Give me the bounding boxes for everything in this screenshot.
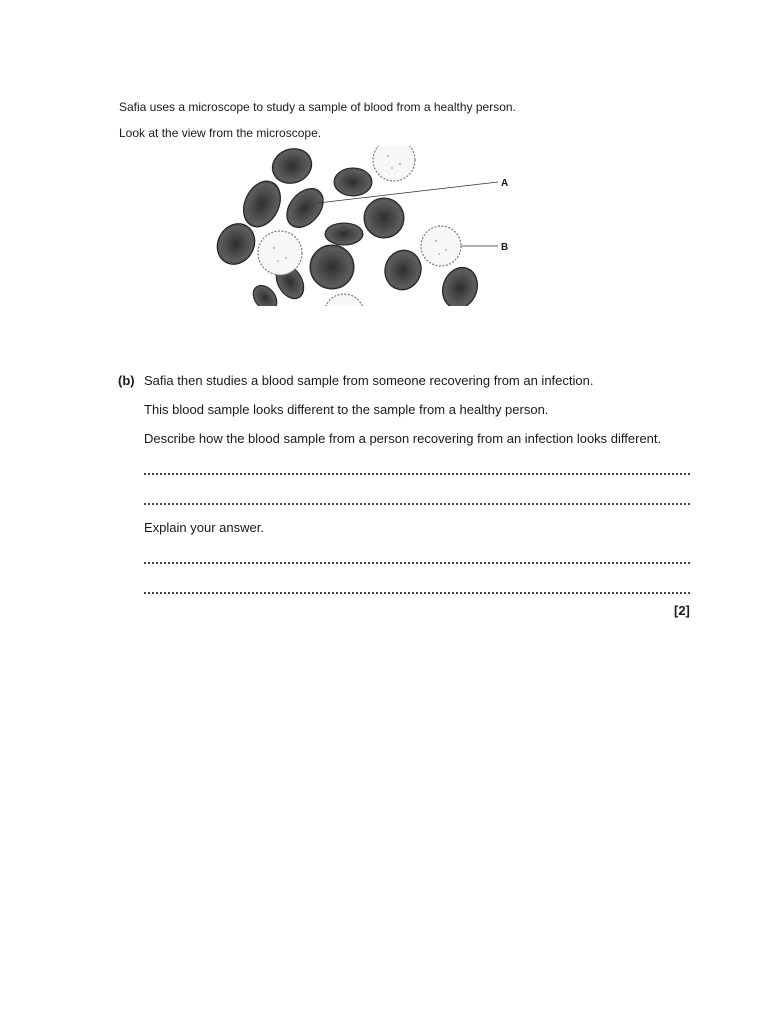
white-blood-cell xyxy=(421,226,461,266)
question-part-label: (b) xyxy=(118,373,135,388)
red-blood-cell xyxy=(248,281,281,308)
red-blood-cell xyxy=(437,262,483,308)
answer-line-1[interactable] xyxy=(144,473,690,475)
marks-indicator: [2] xyxy=(674,603,690,618)
red-blood-cell xyxy=(279,182,330,235)
label-a: A xyxy=(501,178,509,189)
red-blood-cell xyxy=(380,246,425,294)
white-blood-cell xyxy=(373,146,415,181)
blood-cells-figure xyxy=(210,146,520,308)
answer-line-2[interactable] xyxy=(144,503,690,505)
red-blood-cell xyxy=(364,198,404,238)
white-blood-cell xyxy=(258,231,302,275)
red-blood-cell xyxy=(334,168,372,196)
red-blood-cell xyxy=(310,245,354,289)
red-blood-cell xyxy=(325,223,363,245)
question-line-1: Safia then studies a blood sample from someone recovering from an infection. xyxy=(144,373,594,388)
answer-line-3[interactable] xyxy=(144,562,690,564)
label-b: B xyxy=(501,242,509,253)
explain-prompt: Explain your answer. xyxy=(144,520,264,535)
question-line-2: This blood sample looks different to the sample from a healthy person. xyxy=(144,402,549,417)
answer-line-4[interactable] xyxy=(144,592,690,594)
intro-text-1: Safia uses a microscope to study a sample of blood from a healthy person. xyxy=(119,100,516,114)
white-blood-cell xyxy=(324,294,364,308)
intro-text-2: Look at the view from the microscope. xyxy=(119,126,322,140)
red-blood-cell xyxy=(267,146,316,189)
question-line-3: Describe how the blood sample from a person recovering from an infection looks different. xyxy=(144,431,662,446)
